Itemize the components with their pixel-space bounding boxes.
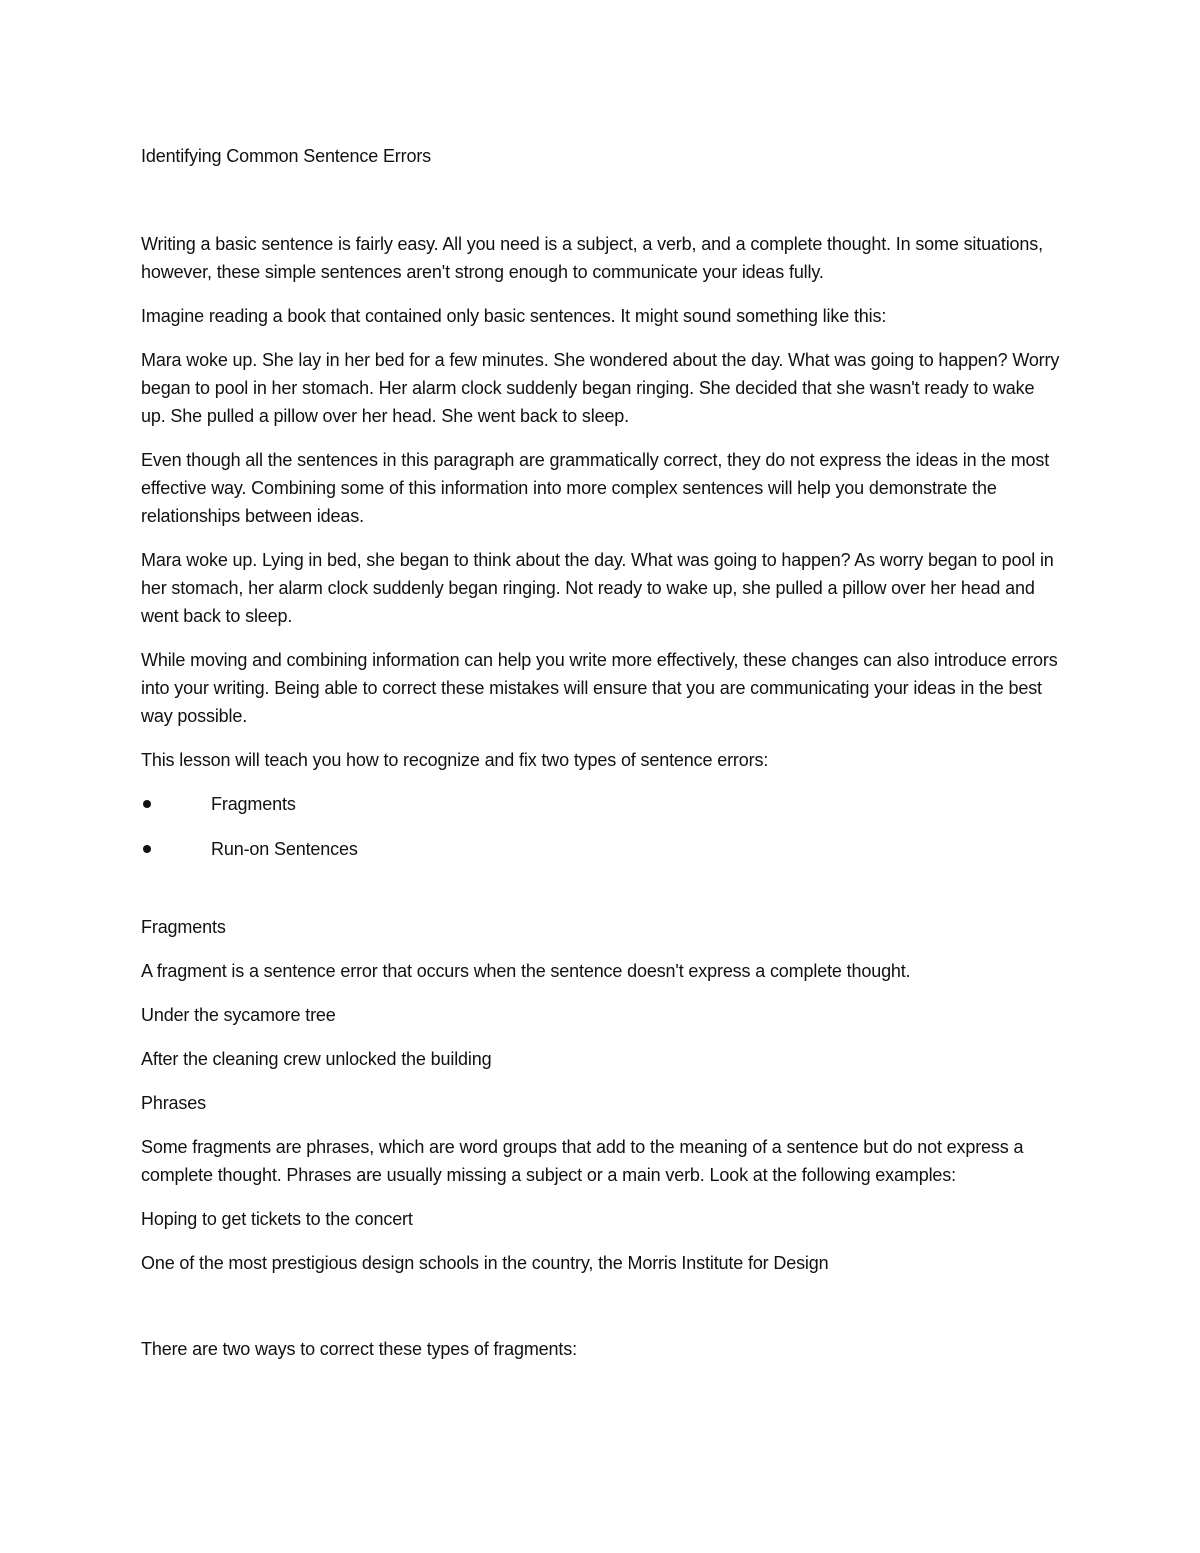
- paragraph-closing: There are two ways to correct these types of fragments:: [141, 1339, 577, 1359]
- example-phrase: Hoping to get tickets to the concert: [141, 1209, 413, 1229]
- paragraph-fragment-definition: A fragment is a sentence error that occurs when the sentence doesn't express a complete thought.: [141, 961, 911, 981]
- example-fragment: After the cleaning crew unlocked the building: [141, 1049, 492, 1069]
- document-title: Identifying Common Sentence Errors: [141, 146, 432, 166]
- list-item-label: Fragments: [211, 794, 296, 814]
- paragraph-example-combined: Mara woke up. Lying in bed, she began to think about the day. What was going to happen? As worry began to pool in her stomach, her alarm clock suddenly began ringing. Not ready to wake up, she pulled a pillow over her head and went back to sleep.: [141, 550, 1054, 626]
- bullet-icon: [143, 800, 151, 808]
- paragraph-combining-errors: While moving and combining information can help you write more effectively, these changes can also introduce errors into your writing. Being able to correct these mistakes will ensure that you are communicating your ideas in the best way possible.: [141, 650, 1058, 726]
- example-phrase: One of the most prestigious design schools in the country, the Morris Institute for Design: [141, 1253, 829, 1273]
- paragraph-phrases-definition: Some fragments are phrases, which are word groups that add to the meaning of a sentence but do not express a complete thought. Phrases are usually missing a subject or a main verb. Look at the following examples:: [141, 1137, 1024, 1185]
- paragraph-lesson-overview: This lesson will teach you how to recognize and fix two types of sentence errors:: [141, 750, 769, 770]
- list-item-label: Run-on Sentences: [211, 839, 358, 859]
- list-item: [141, 790, 1061, 818]
- paragraph-intro: Writing a basic sentence is fairly easy. All you need is a subject, a verb, and a complete thought. In some situations, however, these simple sentences aren't strong enough to communicate your ideas fully.: [141, 234, 1043, 282]
- example-fragment: Under the sycamore tree: [141, 1005, 336, 1025]
- document-body: [141, 142, 1061, 1379]
- paragraph-grammatically-correct: Even though all the sentences in this paragraph are grammatically correct, they do not express the ideas in the most effective way. Combining some of this information into more complex sentences will help you demonstrate the relationships between ideas.: [141, 450, 1050, 526]
- paragraph-example-basic: Mara woke up. She lay in her bed for a few minutes. She wondered about the day. What was going to happen? Worry began to pool in her stomach. Her alarm clock suddenly began ringing. She decided that she wasn't ready to wake up. She pulled a pillow over her head. She went back to sleep.: [141, 350, 1060, 426]
- list-item: [141, 835, 1061, 863]
- bullet-icon: [143, 845, 151, 853]
- paragraph-basic-sentences: Imagine reading a book that contained only basic sentences. It might sound something like this:: [141, 306, 887, 326]
- section-heading-phrases: Phrases: [141, 1093, 206, 1113]
- error-types-list: [141, 790, 1061, 863]
- section-heading-fragments: Fragments: [141, 917, 226, 937]
